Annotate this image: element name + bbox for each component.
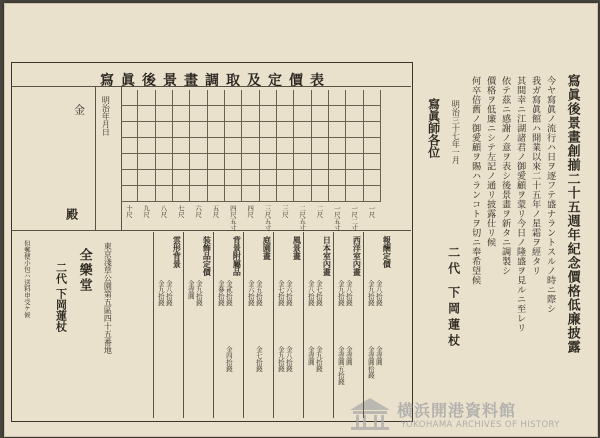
grid-cell	[190, 154, 207, 170]
grid-cell	[208, 186, 225, 202]
notice-date: 明治三十七年一月	[451, 100, 461, 164]
price-item: 金參拾錢	[216, 280, 225, 306]
grid-cell	[173, 106, 190, 122]
grid-cell	[312, 186, 329, 202]
price-item: 金八拾錢	[284, 346, 293, 372]
grid-cell	[312, 122, 329, 138]
price-list-divider	[183, 232, 184, 418]
price-list-header: 庭園畫	[262, 236, 273, 260]
grid-cell	[277, 106, 294, 122]
grid-cell	[242, 122, 259, 138]
grid-cell	[190, 90, 207, 106]
grid-cell	[242, 138, 259, 154]
grid-cell	[329, 106, 346, 122]
order-name-label: 殿	[64, 208, 79, 220]
grid-cell	[138, 122, 155, 138]
grid-cell	[208, 170, 225, 186]
grid-cell	[121, 106, 138, 122]
grid-cell	[156, 154, 173, 170]
price-item: 金九拾錢	[366, 280, 375, 306]
grid-cell	[156, 186, 173, 202]
grid-cell	[294, 106, 311, 122]
document-sheet	[4, 3, 598, 437]
grid-cell	[156, 170, 173, 186]
size-column-header: 六尺	[194, 205, 203, 218]
grid-cell	[225, 186, 242, 202]
grid-cell	[173, 154, 190, 170]
price-list-header: 西洋室內畫	[352, 236, 363, 276]
price-list-divider	[153, 232, 154, 418]
price-list-divider	[273, 232, 274, 418]
grid-cell	[277, 122, 294, 138]
price-item: 金七拾錢	[276, 280, 285, 306]
grid-cell	[208, 106, 225, 122]
price-item: 金壹圓拾錢	[366, 346, 375, 379]
price-item: 金九拾錢	[194, 280, 203, 306]
notice-body-line: 其間幸ニ江湖諸君ノ御愛顧ヲ蒙リ今日ノ隆盛ヲ見ルニ至レリ	[514, 76, 526, 333]
grid-cell	[260, 122, 277, 138]
price-item: 金壹圓	[374, 346, 383, 366]
price-list-divider	[333, 232, 334, 418]
grid-cell	[173, 138, 190, 154]
archive-building-icon	[347, 392, 393, 432]
grid-cell	[312, 154, 329, 170]
grid-cell	[260, 90, 277, 106]
notice-body-line: 何卒倍舊ノ御愛顧ヲ賜ハランコトヲ切ニ奉希望候	[469, 76, 481, 285]
price-item: 金壹圓五拾錢	[336, 346, 345, 385]
grid-cell	[294, 122, 311, 138]
notice-signature: 二代 下岡蓮杖	[446, 246, 461, 351]
grid-cell	[190, 106, 207, 122]
grid-cell	[208, 154, 225, 170]
size-column-header: 三尺	[280, 205, 289, 218]
size-column-header: 十尺	[124, 205, 133, 218]
grid-cell	[225, 106, 242, 122]
grid-cell	[190, 186, 207, 202]
table-divider	[11, 86, 411, 87]
grid-cell	[260, 106, 277, 122]
grid-cell	[364, 90, 381, 106]
price-item: 金壹圓	[186, 280, 195, 300]
size-column-header: 四尺	[246, 205, 255, 218]
grid-cell	[346, 90, 363, 106]
price-table-title: 寫眞後景畫調取及定價表	[100, 73, 331, 89]
price-list-header: 日本室內畫	[322, 236, 333, 276]
price-item: 金貳拾錢	[224, 280, 233, 306]
grid-cell	[277, 170, 294, 186]
notice-studio-label: 寫眞師各位	[426, 98, 441, 158]
grid-cell	[190, 122, 207, 138]
notice-title: 寫眞後景畫創揃二十五週年紀念價格低廉披露	[564, 74, 580, 354]
grid-cell	[346, 106, 363, 122]
price-item: 金八拾錢	[344, 280, 353, 306]
price-item: 金四拾錢	[224, 346, 233, 372]
grid-cell	[121, 122, 138, 138]
grid-cell	[138, 170, 155, 186]
grid-cell	[294, 186, 311, 202]
grid-cell	[346, 170, 363, 186]
grid-cell	[138, 186, 155, 202]
publisher-signature: 二代 下岡蓮杖	[54, 262, 68, 332]
grid-cell	[225, 122, 242, 138]
grid-cell	[156, 122, 173, 138]
grid-cell	[225, 138, 242, 154]
grid-cell	[312, 138, 329, 154]
price-item: 金壹圓	[344, 346, 353, 366]
grid-cell	[329, 122, 346, 138]
price-item: 金九拾錢	[314, 346, 323, 372]
grid-cell	[364, 138, 381, 154]
price-item: 金六拾錢	[284, 280, 293, 306]
price-item: 金七拾錢	[254, 346, 263, 372]
size-column-header: 二尺五寸	[298, 205, 307, 231]
grid-cell	[242, 90, 259, 106]
grid-cell	[138, 138, 155, 154]
price-list-header: 雲形背景	[172, 236, 183, 268]
price-item: 金八拾錢	[374, 280, 383, 306]
grid-cell	[312, 170, 329, 186]
grid-cell	[208, 138, 225, 154]
grid-cell	[346, 186, 363, 202]
grid-cell	[121, 90, 138, 106]
price-item: 金九拾錢	[336, 280, 345, 306]
table-divider	[95, 86, 96, 230]
price-item: 金五拾錢	[254, 280, 263, 306]
size-column-header: 八尺	[159, 205, 168, 218]
grid-cell	[225, 90, 242, 106]
grid-cell	[208, 90, 225, 106]
grid-cell	[294, 170, 311, 186]
size-column-header: 五尺	[211, 205, 220, 218]
grid-cell	[312, 106, 329, 122]
size-grid	[121, 90, 381, 202]
grid-cell	[294, 138, 311, 154]
grid-cell	[294, 154, 311, 170]
grid-cell	[173, 186, 190, 202]
grid-cell	[121, 170, 138, 186]
grid-cell	[173, 170, 190, 186]
grid-cell	[329, 138, 346, 154]
grid-cell	[190, 170, 207, 186]
size-column-header: 一尺	[367, 205, 376, 218]
order-date-label: 明治年月日	[101, 96, 111, 136]
grid-cell	[364, 170, 381, 186]
grid-cell	[225, 154, 242, 170]
price-item: 金六拾錢	[246, 280, 255, 306]
publisher-shop: 全樂堂	[76, 248, 92, 293]
grid-cell	[364, 122, 381, 138]
grid-cell	[208, 122, 225, 138]
grid-cell	[138, 154, 155, 170]
grid-cell	[242, 170, 259, 186]
grid-cell	[277, 90, 294, 106]
grid-cell	[156, 138, 173, 154]
grid-cell	[242, 106, 259, 122]
grid-cell	[121, 154, 138, 170]
notice-body-line: 價格ヲ低廉ニシテ左記ノ通リ披露仕リ候	[484, 76, 496, 247]
grid-cell	[329, 154, 346, 170]
size-column-header: 三尺五寸	[263, 205, 272, 231]
grid-cell	[225, 170, 242, 186]
size-column-header: 四尺五寸	[228, 205, 237, 231]
grid-cell	[138, 106, 155, 122]
grid-cell	[173, 90, 190, 106]
grid-cell	[260, 138, 277, 154]
grid-cell	[294, 90, 311, 106]
price-list-header: 装飾品定價	[202, 236, 213, 276]
grid-cell	[312, 90, 329, 106]
price-item: 金壹圓	[306, 346, 315, 366]
price-list-divider	[303, 232, 304, 418]
price-item: 金八拾錢	[164, 280, 173, 306]
grid-cell	[121, 186, 138, 202]
grid-cell	[329, 170, 346, 186]
grid-cell	[260, 154, 277, 170]
grid-cell	[260, 186, 277, 202]
grid-cell	[260, 170, 277, 186]
size-column-header: 一尺二寸	[350, 205, 359, 231]
grid-cell	[364, 154, 381, 170]
size-column-header: 二尺	[315, 205, 324, 218]
size-column-header: 九尺	[142, 205, 151, 218]
grid-cell	[346, 138, 363, 154]
grid-cell	[364, 106, 381, 122]
order-amount-label: 金	[72, 104, 86, 115]
grid-cell	[242, 154, 259, 170]
size-column-header: 七尺	[176, 205, 185, 218]
grid-cell	[329, 186, 346, 202]
grid-cell	[156, 106, 173, 122]
price-list-divider	[243, 232, 244, 418]
price-item: 金七拾錢	[314, 280, 323, 306]
archive-watermark-en: YOKOHAMA ARCHIVES OF HISTORY	[401, 420, 560, 430]
notice-body-line: 依テ茲ニ感謝ノ意ヲ表シ後景畫ヲ新タニ調製シ	[499, 76, 511, 276]
price-list-divider	[363, 232, 364, 418]
notice-body-line: 今ヤ寫眞ノ流行ハ日ヲ逐フテ盛ナラントスルノ時ニ際シ	[544, 76, 556, 314]
grid-cell	[277, 138, 294, 154]
notice-body-line: 我ガ寫眞館ハ開業以來二十五年ノ星霜ヲ經タリ	[529, 76, 541, 276]
price-list-header: 背景附屬品	[232, 236, 243, 276]
grid-cell	[364, 186, 381, 202]
grid-cell	[173, 122, 190, 138]
price-item: 金九拾錢	[156, 280, 165, 306]
grid-cell	[346, 154, 363, 170]
grid-cell	[242, 186, 259, 202]
price-list-header: 風景畫	[292, 236, 303, 260]
grid-cell	[346, 122, 363, 138]
grid-cell	[190, 138, 207, 154]
archive-watermark: 横浜開港資料館	[397, 401, 517, 420]
publisher-note: 但郵便小包ハ送料申受ケ候	[22, 240, 31, 318]
grid-cell	[329, 90, 346, 106]
grid-cell	[156, 90, 173, 106]
size-column-header: 一尺五寸	[332, 205, 341, 231]
price-list-divider	[213, 232, 214, 418]
publisher-address: 東京淺草公園第五區四十五番地	[103, 242, 113, 354]
grid-cell	[277, 186, 294, 202]
price-item: 金九拾錢	[276, 346, 285, 372]
price-list-header: 報酬定價	[382, 236, 393, 268]
grid-cell	[121, 138, 138, 154]
grid-cell	[138, 90, 155, 106]
grid-cell	[277, 154, 294, 170]
price-item: 金八拾錢	[306, 280, 315, 306]
